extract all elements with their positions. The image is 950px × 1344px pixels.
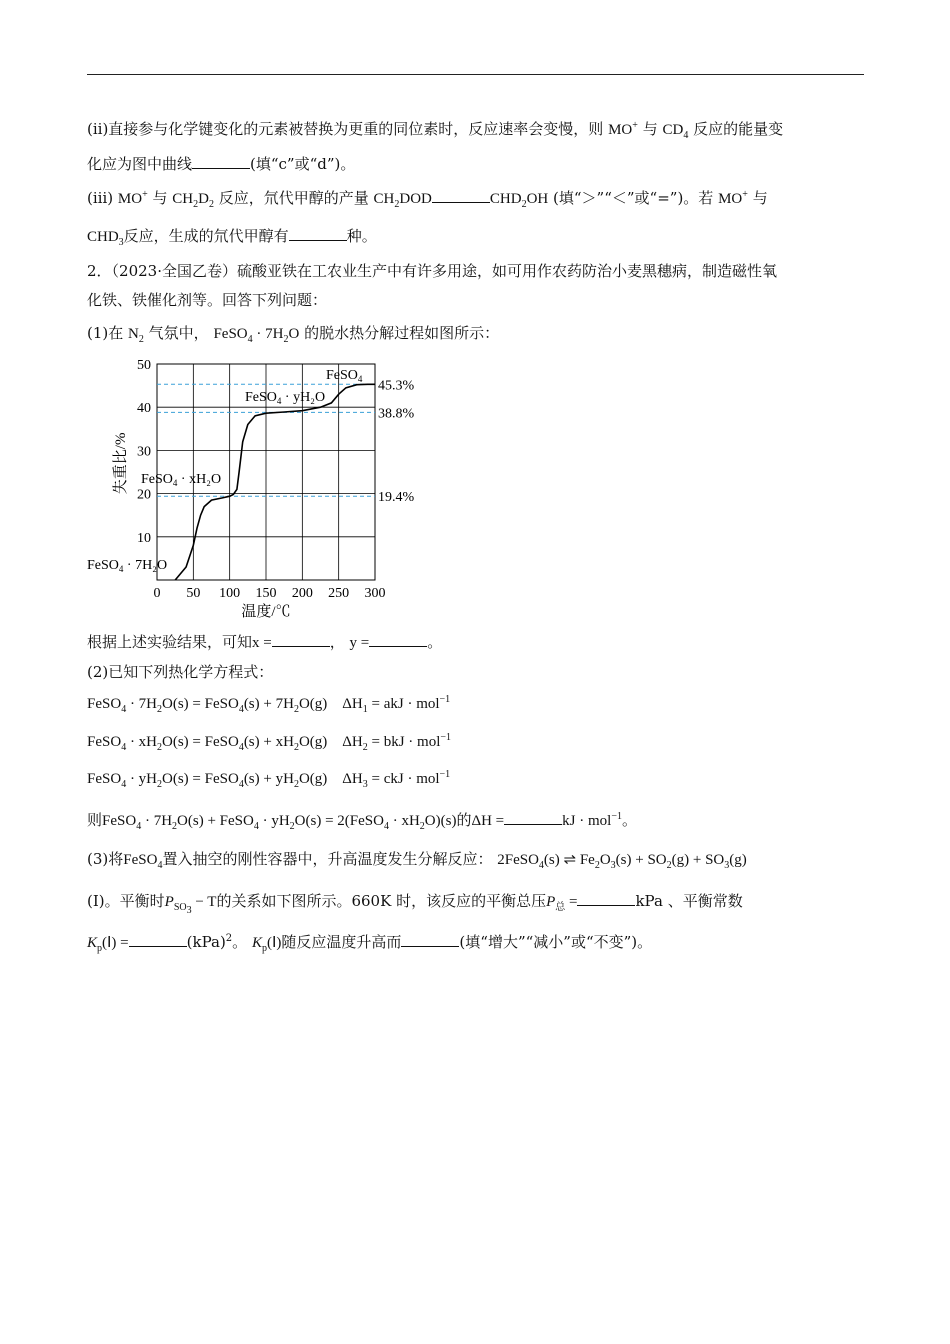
q2-header2: 化铁、铁催化剂等。回答下列问题： (87, 291, 328, 309)
y-axis-label: 失重比/% (113, 432, 129, 495)
x-tick-label: 150 (255, 586, 277, 601)
x-tick-label: 250 (328, 586, 350, 601)
x-axis-label: 温度/℃ (241, 604, 291, 620)
annotation-feso4-yh2o: FeSO$_4$ · yH₂O (245, 390, 326, 406)
equation-2: FeSO$_4$ · $xH_2O(s)$ = FeSO$_4$(s) + $xH_2O(g)$ $\Delta H_2$ = bkJ · mol$^{-1}$ (87, 732, 452, 753)
x-tick-label: 300 (364, 586, 386, 601)
q2-after-chart: 根据上述实验结果，可知x = ， y = 。 (87, 633, 443, 651)
x-tick-label: 50 (186, 586, 201, 601)
q2-part3-line1: (3)将FeSO$_4$置入抽空的刚性容器中，升高温度发生分解反应： 2FeSO$_4$(s) ⇌ $Fe_2O_3(s) + SO_2(g) + SO_3(g)$ (87, 850, 747, 871)
q1-ii-line1: (ⅱ)直接参与化学键变化的元素被替换为更重的同位素时，反应速率会变慢，则 MO+ 与 $CD_4$ 反应的能量变 (87, 120, 784, 141)
answer-blank[interactable] (401, 932, 459, 947)
answer-blank[interactable] (369, 632, 427, 647)
annotation-feso4-7h2o: FeSO$_4$ · 7H₂O (87, 558, 168, 574)
equation-1: FeSO$_4$ · $7H_2O(s)$ = FeSO$_4$(s) + $7H_2O(g)$ $\Delta H_1$ = akJ · mol$^{-1}$ (87, 694, 451, 715)
equation-3: FeSO$_4$ · $yH_2O(s)$ = FeSO$_4$(s) + $yH_2O(g)$ $\Delta H_3$ = ckJ · mol$^{-1}$ (87, 769, 451, 790)
reference-label: 45.3% (378, 378, 415, 394)
y-tick-label: 50 (137, 358, 151, 373)
dehydration-chart (85, 352, 445, 622)
answer-blank[interactable] (192, 154, 250, 169)
answer-blank[interactable] (129, 932, 187, 947)
q2-part3-line2: (Ⅰ)。平衡时$P_{SO_3} - T$的关系如下图所示。660K 时，该反应的平衡总压$P_总$ = kPa 、平衡常数 (87, 892, 743, 916)
header-rule (87, 74, 864, 75)
q2-header: 2．（2023·全国乙卷）硫酸亚铁在工农业生产中有许多用途，如可用作农药防治小麦黑穗病，制造磁性氧 (87, 262, 777, 280)
answer-blank[interactable] (432, 188, 490, 203)
annotation-feso4-xh2o: FeSO$_4$ · xH₂O (141, 472, 222, 488)
y-tick-label: 40 (137, 401, 151, 417)
q2-part3-line3: $K_p(Ⅰ) = (kPa)^2$。 $K_p(Ⅰ)$随反应温度升高而 (填“增大”“减小”或“不变”)。 (87, 933, 653, 954)
y-tick-label: 20 (137, 487, 151, 503)
reference-label: 38.8% (378, 406, 415, 422)
answer-blank[interactable] (289, 226, 347, 241)
x-tick-label: 0 (153, 586, 161, 601)
answer-blank[interactable] (504, 810, 562, 825)
q1-ii-line2: 化应为图中曲线 (填“c”或“d”)。 (87, 155, 356, 173)
annotation-feso4: FeSO$_4$ (326, 368, 363, 384)
y-tick-label: 30 (137, 444, 151, 460)
reference-label: 19.4% (378, 490, 415, 506)
answer-blank[interactable] (272, 632, 330, 647)
equation-target: 则FeSO$_4$ · $7H_2O(s)$ + FeSO$_4$ · $yH_2O(s)$ = 2(FeSO$_4$ · $xH_2O)(s)$的ΔH = kJ · mol$^{-1}$。 (87, 811, 637, 832)
q2-part2: (2)已知下列热化学方程式： (87, 663, 274, 681)
q1-iii-line1: (ⅲ) MO+ 与 $CH_2D_2$ 反应，氘代甲醇的产量 $CH_2DOD$ $CHD_2OH$ (填“＞”“＜”或“=”)。若 MO+ 与 (87, 189, 768, 210)
y-tick-label: 10 (137, 530, 151, 546)
x-tick-label: 100 (219, 586, 241, 601)
x-tick-label: 200 (291, 586, 313, 601)
answer-blank[interactable] (577, 891, 635, 906)
q1-iii-line2: $CHD_3$反应，生成的氘代甲醇有 种。 (87, 227, 377, 248)
q2-part1: (1)在 $N_2$ 气氛中， FeSO$_4$ · $7H_2O$ 的脱水热分解过程如图所示： (87, 324, 500, 345)
